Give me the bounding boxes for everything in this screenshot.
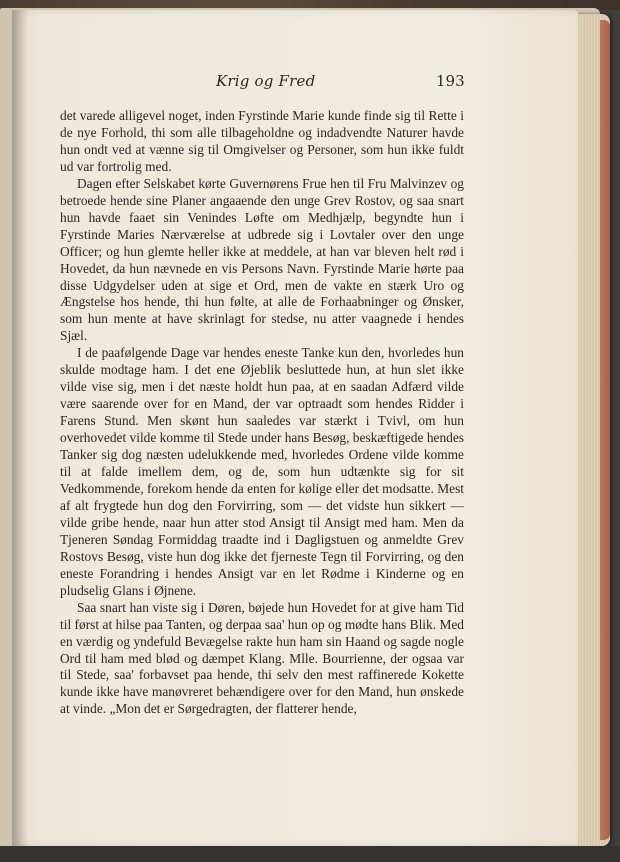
body-text	[60, 108, 464, 718]
background-bottom	[0, 846, 620, 862]
paragraph-4: Saa snart han viste sig i Døren, bøjede hun Hovedet for at give ham Tid til først at hilse paa Tanten, og derpaa saa' hun op og mødte hans Blik. Med en værdig og yndefuld Bevægelse rakte hun ham sin Haand og sagde nogle Ord til ham med blød og dæmpet Klang. Mlle. Bourrienne, der ogsaa var til Stede, saa' forbavset paa hende, thi selv den mest raffinerede Kokette kunde ikke have manøvreret behændigere over for den Mand, hun ønskede at vinde. „Mon det er Sørgedragten, der flatterer hende,	[60, 599, 464, 717]
page-header	[12, 72, 578, 96]
paragraph-2: Dagen efter Selskabet kørte Guvernørens Frue hen til Fru Malvinzev og betroede hende sine Planer angaaende den unge Grev Rostov, og saa snart hun havde faaet sin Venindes Løfte om Medhjælp, begyndte hun i Fyrstinde Maries Nærværelse at udbrede sig i Lovtaler over den unge Officer; og hun glemte heller ikke at meddele, at han var bleven helt rød i Hovedet, da hun nævnede en vis Persons Navn. Fyrstinde Marie hørte paa disse Udgydelser uden at sige et Ord, men de vakte en stærk Uro og Ængstelse hos hende, thi hun følte, at alle de Forhaabninger og Ønsker, som hun mente at have skrinlagt for stedse, nu atter vaagnede i hendes Sjæl.	[60, 175, 464, 344]
paragraph-1: det varede alligevel noget, inden Fyrstinde Marie kunde finde sig til Rette i de nye Forhold, thi som alle tilbageholdne og indadvendte Naturer havde hun ondt ved at vænne sig til Omgivelser og Personer, som hun ikke fuldt ud var fortrolig med.	[60, 108, 464, 174]
paragraph-3: I de paafølgende Dage var hendes eneste Tanke kun den, hvorledes hun skulde modtage ham. I det ene Øjeblik besluttede hun, at hun slet ikke vilde vise sig, men i det næste holdt hun paa, at en saadan Adfærd vilde være saarende over for en Mand, der var optraadt som hendes Ridder i Farens Stund. Men skønt hun saaledes var stærkt i Tvivl, om hun overhovedet vilde komme til Stede under hans Besøg, beskæftigede hendes Tanker sig dog næsten udelukkende med, hvorledes Ordene vilde komme til at falde imellem dem, og de, som hun udtænkte sig for sit Vedkommende, forekom hende da enten for kølige eller det modsatte. Mest af alt frygtede hun dog den Forvirring, som — det vidste hun sikkert — vilde gribe hende, naar hun atter stod Ansigt til Ansigt med ham. Men da Tjeneren Søndag Formiddag traadte ind i Dagligstuen og anmeldte Grev Rostovs Besøg, viste hun dog ikke det fjerneste Tegn til Forvirring, og den eneste Forandring i hendes Ansigt var en let Rødme i Kinderne og en pludselig Glans i Øjnene.	[60, 345, 464, 598]
page-gutter-shadow	[12, 10, 28, 846]
running-title: Krig og Fred	[216, 72, 316, 90]
page-edges-colored	[600, 20, 610, 840]
page-number: 193	[436, 72, 465, 90]
book-page	[12, 10, 578, 846]
